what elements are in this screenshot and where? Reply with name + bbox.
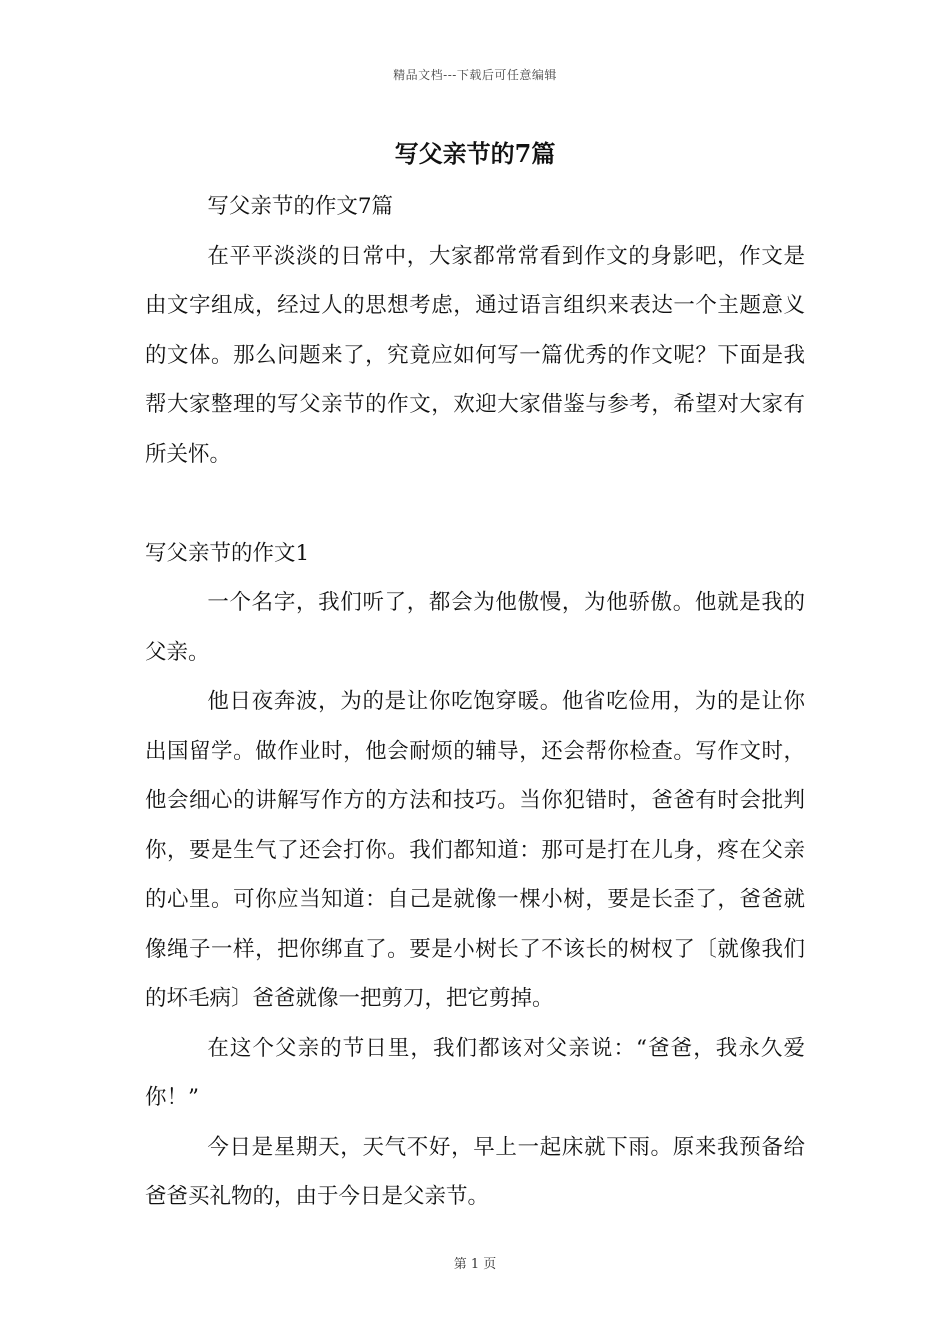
intro-paragraph: 在平平淡淡的日常中，大家都常常看到作文的身影吧，作文是由文字组成，经过人的思想考虑，通过语言组织来表达一个主题意义的文体。那么问题来了，究竟应如何写一篇优秀的作文呢？下面是我帮大家整理的写父亲节的作文，欢迎大家借鉴与参考，希望对大家有所关怀。 xyxy=(145,243,805,467)
body-paragraph: 今日是星期天，天气不好，早上一起床就下雨。原来我预备给爸爸买礼物的，由于今日是父亲节。 xyxy=(145,1134,805,1209)
body-paragraph: 一个名字，我们听了，都会为他傲慢，为他骄傲。他就是我的父亲。 xyxy=(145,590,805,665)
page-number: 第 1 页 xyxy=(453,1257,497,1272)
page-header: 精品文档---下载后可任意编辑 xyxy=(393,68,557,82)
body-paragraph: 他日夜奔波，为的是让你吃饱穿暖。他省吃俭用，为的是让你出国留学。做作业时，他会耐烦的辅导，还会帮你检查。写作文时，他会细心的讲解写作方的方法和技巧。当你犯错时，爸爸有时会批判你，要是生气了还会打你。我们都知道：那可是打在儿身，疼在父亲的心里。可你应当知道：自己是就像一棵小树，要是长歪了，爸爸就像绳子一样，把你绑直了。要是小树长了不该长的树杈了〔就像我们的坏毛病〕爸爸就像一把剪刀，把它剪掉。 xyxy=(145,689,805,1011)
section-heading: 写父亲节的作文1 xyxy=(145,540,310,566)
body-paragraph: 在这个父亲的节日里，我们都该对父亲说：“爸爸，我永久爱你！” xyxy=(145,1035,805,1110)
document-body xyxy=(145,182,805,1222)
document-subtitle: 写父亲节的作文7篇 xyxy=(207,194,394,219)
paragraph-spacer xyxy=(145,479,805,529)
document-title: 写父亲节的7篇 xyxy=(394,139,556,168)
